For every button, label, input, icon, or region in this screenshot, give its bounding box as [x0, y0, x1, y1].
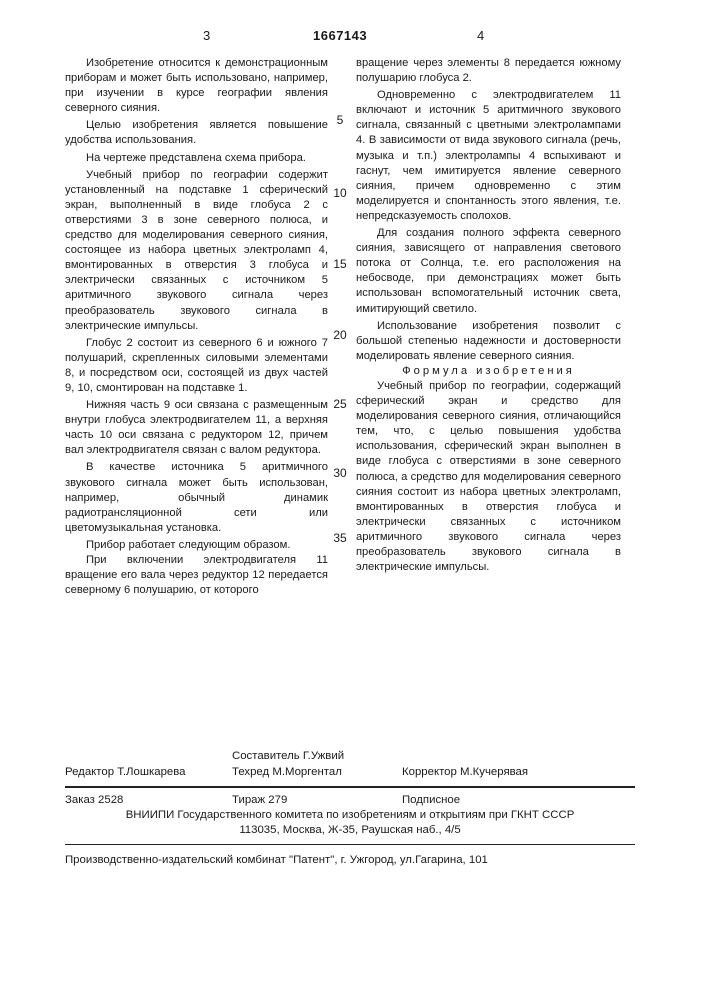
- line-number-10: 10: [329, 186, 351, 200]
- patent-page: [0, 0, 707, 1000]
- editor: Редактор Т.Лошкарева: [65, 766, 186, 778]
- line-number-30: 30: [329, 466, 351, 480]
- page-header: [0, 28, 707, 48]
- patent-number: 1667143: [313, 28, 367, 43]
- techred: Техред М.Моргентал: [232, 766, 342, 778]
- line-number-5: 5: [329, 113, 351, 127]
- line-number-20: 20: [329, 328, 351, 342]
- paragraph-field: Изобретение относится к демонстрационным приборам и может быть использовано, например, при изучении в курсе географии явления северного сияния.: [65, 56, 328, 116]
- paragraph-full-effect: Для создания полного эффекта северного сияния, зависящего от направления светового потока от Солнца, т.е. его расположения на небосводе, при демонстрациях может быть использован вспомогательный источник света, имитирующий светило.: [356, 226, 621, 317]
- corrector: Корректор М.Кучерявая: [402, 766, 528, 778]
- subscription: Подписное: [402, 794, 460, 806]
- paragraph-globe: Глобус 2 состоит из северного 6 и южного 7 полушарий, скрепленных силовыми элементами 8, и посредством оси, состоящей из двух частей 9, 10, смонтирован на подставке 1.: [65, 336, 328, 396]
- paragraph-drawing: На чертеже представлена схема прибора.: [65, 151, 328, 166]
- order-number: Заказ 2528: [65, 794, 123, 806]
- left-column: [65, 56, 328, 598]
- paragraph-simultaneous: Одновременно с электродвигателем 11 включают и источник 5 аритмичного звукового сигнала, связанный с цветными электролампами 4. В зависимости от вида звукового сигнала (речь, музыка и т.п.) электролампы 4 вспыхивают и гаснут, чем имитируется явление северного сияния, причем одновременно с этим моделируется и спонтанность этого явления, т.е. непредсказуемость сполохов.: [356, 88, 621, 224]
- paragraph-purpose: Целью изобретения является повышение удобства использования.: [65, 118, 328, 148]
- paragraph-usage: Использование изобретения позволит с большой степенью надежности и достоверности моделировать явление северного сияния.: [356, 319, 621, 364]
- compiler: Составитель Г.Ужвий: [232, 750, 344, 762]
- paragraph-axis: Нижняя часть 9 оси связана с размещенным внутри глобуса электродвигателем 11, а верхняя часть 10 оси связана с редуктором 12, причем вал электродвигателя связан с валом редуктора.: [65, 398, 328, 458]
- footer-rule-bottom: [65, 844, 635, 845]
- institute-address: 113035, Москва, Ж-35, Раушская наб., 4/5: [65, 824, 635, 836]
- line-number-25: 25: [329, 397, 351, 411]
- right-column: [356, 56, 621, 575]
- line-number-35: 35: [329, 531, 351, 545]
- paragraph-rotation: При включении электродвигателя 11 вращение его вала через редуктор 12 передается северному 6 полушарию, от которого: [65, 553, 328, 598]
- institute: ВНИИПИ Государственного комитета по изобретениям и открытиям при ГКНТ СССР: [65, 809, 635, 821]
- page-number-left: 3: [203, 28, 210, 43]
- page-number-right: 4: [477, 28, 484, 43]
- publisher: Производственно-издательский комбинат "Патент", г. Ужгород, ул.Гагарина, 101: [65, 854, 488, 866]
- circulation: Тираж 279: [232, 794, 287, 806]
- paragraph-operation: Прибор работает следующим образом.: [65, 538, 328, 553]
- paragraph-device: Учебный прибор по географии содержит установленный на подставке 1 сферический экран, выполненный в виде глобуса 2 с отверстиями 3 в зоне северного полюса, и средство для моделирования северного сияния, состоящее из набора цветных электроламп 4, вмонтированных в отверстия 3 глобуса и электрически связанных с источником 5 аритмичного звукового сигнала через преобразователь звукового сигнала в электрические импульсы.: [65, 168, 328, 334]
- line-number-15: 15: [329, 257, 351, 271]
- footer-rule-top: [65, 786, 635, 788]
- paragraph-source: В качестве источника 5 аритмичного звукового сигнала может быть использован, например, обычный динамик радиотрансляционной сети или цветомузыкальная установка.: [65, 460, 328, 535]
- formula-title: Формула изобретения: [356, 364, 621, 379]
- formula-text: Учебный прибор по географии, содержащий сферический экран и средство для моделирования северного сияния, отличающийся тем, что, с целью повышения удобства использования, сферический экран выполнен в виде глобуса с отверстиями в зоне северного полюса, а средство для моделирования северного сияния состоит из набора цветных электроламп, вмонтированных в отверстия глобуса и электрически связанных с источником аритмичного звукового сигнала через преобразователь звукового сигнала в электрические импульсы.: [356, 379, 621, 575]
- paragraph-rotation-cont: вращение через элементы 8 передается южному полушарию глобуса 2.: [356, 56, 621, 86]
